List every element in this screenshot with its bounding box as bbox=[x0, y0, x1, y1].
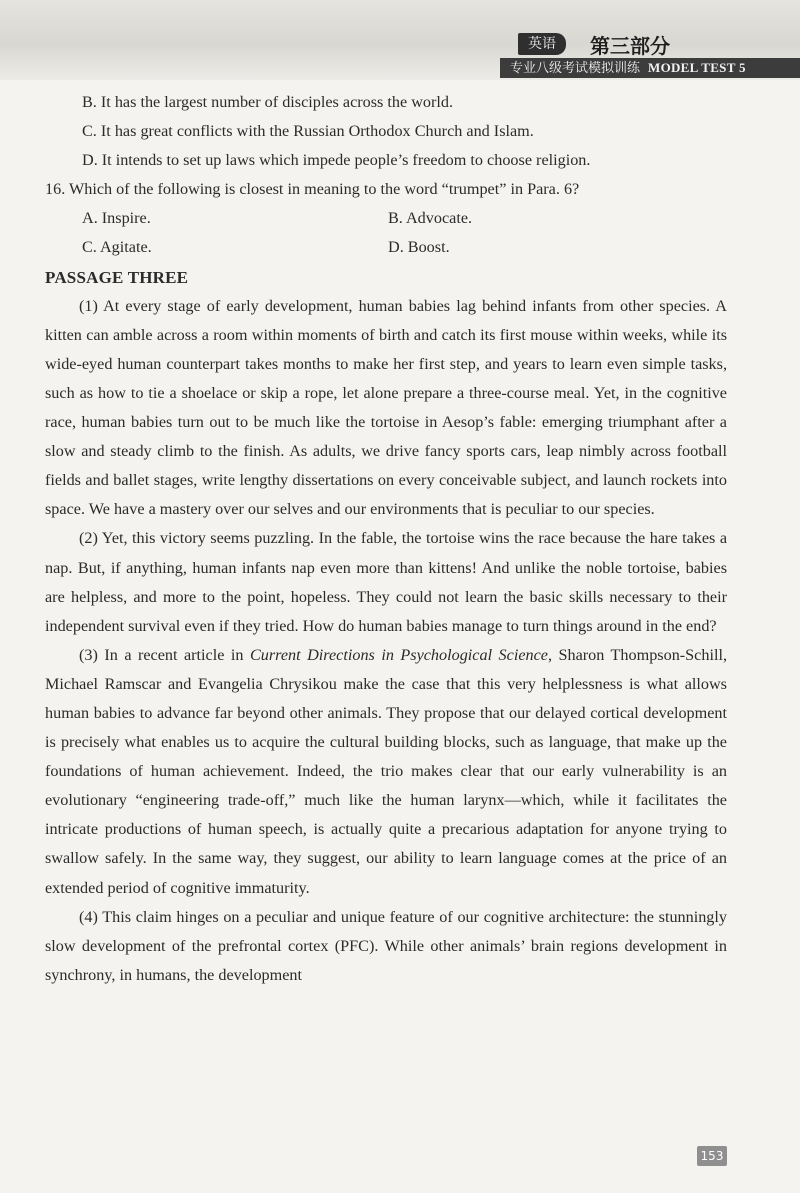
subject-tag: 英语 bbox=[518, 33, 566, 55]
q15-option-c: C. It has great conflicts with the Russian Orthodox Church and Islam. bbox=[82, 122, 534, 141]
q16-options-row-1 bbox=[45, 204, 727, 233]
q16-option-b: B. Advocate. bbox=[388, 209, 473, 228]
part-title: 第三部分 bbox=[590, 34, 670, 58]
paragraph-3-start: (3) In a recent article in bbox=[79, 645, 250, 664]
page-content bbox=[45, 88, 727, 990]
section-bar bbox=[500, 58, 800, 78]
q16-option-a: A. Inspire. bbox=[82, 209, 151, 228]
passage-title: PASSAGE THREE bbox=[45, 267, 189, 287]
q16-options-row-2 bbox=[45, 233, 727, 262]
section-bar-cn: 专业八级考试模拟训练 bbox=[510, 61, 641, 76]
page-number: 153 bbox=[697, 1146, 727, 1166]
q15-option-b: B. It has the largest number of disciples across the world. bbox=[82, 93, 454, 111]
journal-title: Current Directions in Psychological Science bbox=[249, 645, 548, 664]
q16-stem: 16. Which of the following is closest in meaning to the word “trumpet” in Para. 6? bbox=[45, 180, 580, 199]
paragraph-3 bbox=[45, 641, 727, 903]
page-header bbox=[0, 0, 800, 80]
section-bar-en: MODEL TEST 5 bbox=[648, 60, 746, 75]
paragraph-2: (2) Yet, this victory seems puzzling. In the fable, the tortoise wins the race because the hare takes a nap. But, if anything, human infants nap even more than kittens! And unlike the noble tortoise, babies are helpless, and more to the point, hopeless. They could not learn the basic skills necessary to their independent survival even if they tried. How do human babies manage to turn things around in the end? bbox=[45, 529, 727, 635]
q16-option-d: D. Boost. bbox=[388, 238, 450, 257]
q15-option-d: D. It intends to set up laws which impede people’s freedom to choose religion. bbox=[82, 151, 591, 170]
paragraph-1: (1) At every stage of early development, human babies lag behind infants from other species. A kitten can amble across a room within moments of birth and catch its first mouse within weeks, while its wide-eyed human counterpart takes months to make her first step, and years to learn even simple tasks, such as how to tie a shoelace or skip a rope, let alone prepare a three-course meal. Yet, in the cognitive race, human babies turn out to be much like the tortoise in Aesop’s fable: emerging triumphant after a slow and steady climb to the finish. As adults, we drive fancy sports cars, leap nimbly across football fields and ballet stages, write lengthy dissertations on every conceivable subject, and launch rockets into space. We have a mastery over our selves and our environments that is peculiar to our species. bbox=[45, 296, 727, 519]
q16-option-c: C. Agitate. bbox=[82, 238, 152, 257]
paragraph-3-rest: , Sharon Thompson-Schill, Michael Ramscar and Evangelia Chrysikou make the case that this very helplessness is what allows human babies to advance far beyond other animals. They propose that our delayed cortical development is precisely what enables us to acquire the cultural building blocks, such as language, that make up the foundations of human achievement. Indeed, the trio makes clear that our early vulnerability is an evolutionary “engineering trade-off,” much like the human larynx—which, while it facilitates the intricate productions of human speech, is actually quite a precarious adaptation for anyone trying to swallow safely. In the same way, they suggest, our ability to learn language comes at the price of an extended period of cognitive immaturity. bbox=[45, 645, 728, 897]
paragraph-4: (4) This claim hinges on a peculiar and unique feature of our cognitive architecture: the stunningly slow development of the prefrontal cortex (PFC). While other animals’ brain regions development in synchrony, in humans, the development bbox=[45, 907, 727, 984]
